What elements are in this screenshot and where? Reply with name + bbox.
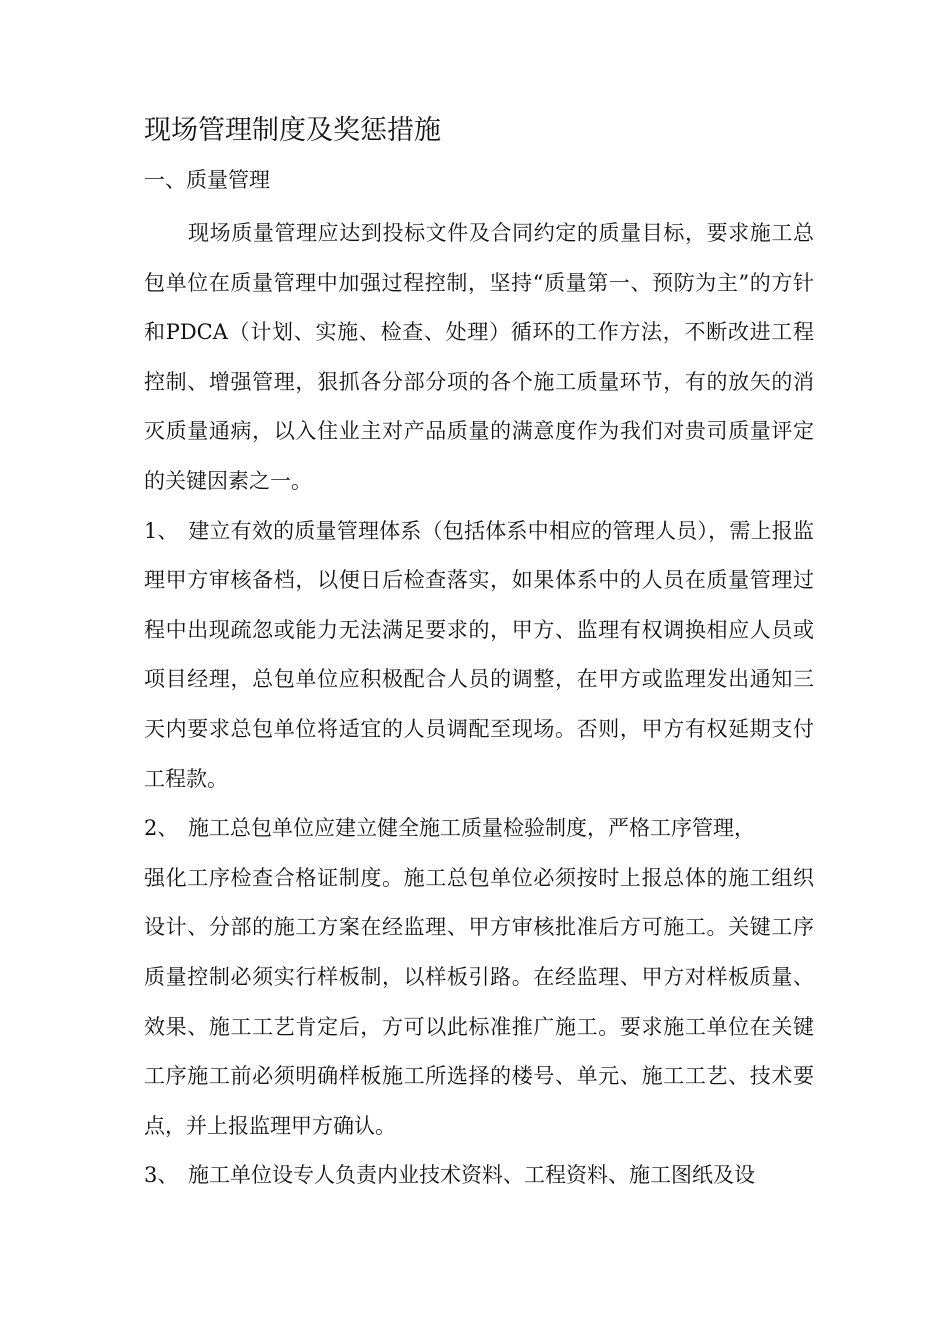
list-item-first-line — [144, 816, 755, 840]
list-item-text-first-line: 施工总包单位应建立健全施工质量检验制度，严格工序管理， — [188, 816, 755, 841]
list-item-1 — [144, 507, 814, 805]
list-item-number: 3、 — [144, 1163, 179, 1188]
document-content — [144, 106, 814, 1201]
document-title: 现场管理制度及奖惩措施 — [144, 115, 441, 146]
section-heading-quality: 一、质量管理 — [144, 168, 270, 192]
list-item-text-rest: 强化工序检查合格证制度。施工总包单位必须按时上报总体的施工组织设计、分部的施工方案在经监理、甲方审核批准后方可施工。关键工序质量控制必须实行样板制，以样板引路。在经监理、甲方对样板质量、效果、施工工艺肯定后，方可以此标准推广施工。要求施工单位在关键工序施工前必须明确样板施工所选择的楼号、单元、施工工艺、技术要点，并上报监理甲方确认。 — [144, 865, 814, 1138]
list-item-text: 施工单位设专人负责内业技术资料、工程资料、施工图纸及设 — [188, 1163, 755, 1188]
list-item-number: 2、 — [144, 816, 179, 841]
list-item-number: 1、 — [144, 518, 179, 543]
list-item-3 — [144, 1151, 814, 1201]
intro-paragraph: 现场质量管理应达到投标文件及合同约定的质量目标，要求施工总包单位在质量管理中加强过程控制，坚持“质量第一、预防为主”的方针和PDCA（计划、实施、检查、处理）循环的工作方法，不断改进工程控制、增强管理，狠抓各分部分项的各个施工质量环节，有的放矢的消灭质量通病，以入住业主对产品质量的满意度作为我们对贵司质量评定的关键因素之一。 — [144, 221, 814, 493]
list-item-2 — [144, 804, 814, 1151]
list-item-text: 建立有效的质量管理体系（包括体系中相应的管理人员），需上报监理甲方审核备档，以便日后检查落实，如果体系中的人员在质量管理过程中出现疏忽或能力无法满足要求的，甲方、监理有权调换相应人员或项目经理，总包单位应积极配合人员的调整，在甲方或监理发出通知三天内要求总包单位将适宜的人员调配至现场。否则，甲方有权延期支付工程款。 — [144, 518, 814, 791]
